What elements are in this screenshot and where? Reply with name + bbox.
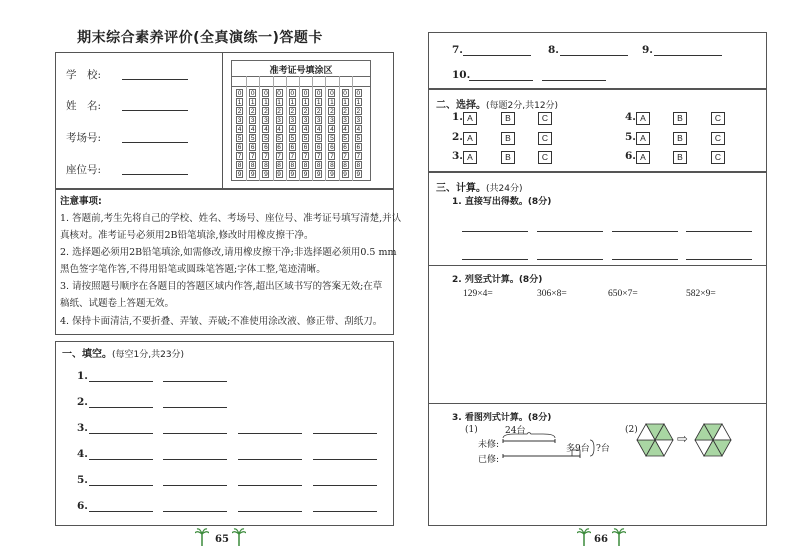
fill-blank[interactable]	[238, 459, 302, 460]
exam-digit-bubble[interactable]: 4	[316, 126, 321, 133]
exam-digit-bubble[interactable]: 5	[303, 135, 308, 142]
exam-digit-bubble[interactable]: 4	[303, 126, 308, 133]
fill-blank[interactable]	[163, 485, 227, 486]
exam-digit-bubble[interactable]: 2	[264, 108, 268, 115]
page-number-right: 66	[594, 534, 608, 545]
fill-blank[interactable]	[238, 433, 302, 434]
exam-digit-bubble[interactable]: 7	[264, 153, 268, 160]
exam-digit-bubble[interactable]: 1	[343, 99, 347, 106]
answer-blank[interactable]	[537, 231, 603, 232]
fill-blank[interactable]	[654, 55, 722, 56]
page-number-left: 65	[215, 534, 229, 545]
fill-question-number: 3.	[77, 422, 88, 434]
exam-digit-bubble[interactable]: 2	[330, 108, 334, 115]
answer-blank[interactable]	[686, 259, 752, 260]
palm-tree-icon	[232, 528, 246, 546]
fill-blank[interactable]	[163, 381, 227, 382]
fill-blank[interactable]	[542, 80, 606, 81]
name-label: 姓 名:	[66, 100, 102, 112]
exam-digit-bubble[interactable]: 0	[303, 90, 308, 97]
fill-question-number: 2.	[77, 396, 88, 408]
exam-digit-bubble[interactable]: 8	[303, 162, 308, 169]
exam-digit-bubble[interactable]: 3	[330, 117, 334, 124]
fill-blank[interactable]	[313, 459, 377, 460]
exam-digit-bubble[interactable]: 0	[290, 90, 295, 97]
fill-blank[interactable]	[163, 433, 227, 434]
exam-digit-bubble[interactable]: 0	[277, 90, 281, 97]
section1-heading	[62, 345, 184, 360]
exam-grid-title: 准考证号填涂区	[269, 66, 333, 76]
choice-option-c[interactable]: C	[711, 112, 725, 125]
fill-question-number: 7.	[452, 44, 463, 56]
exam-digit-bubble[interactable]: 9	[316, 171, 321, 178]
exam-digit-bubble[interactable]: 9	[343, 171, 347, 178]
exam-digit-bubble[interactable]: 9	[330, 171, 334, 178]
exam-digit-bubble[interactable]: 6	[330, 144, 334, 151]
exam-digit-bubble[interactable]: 9	[290, 171, 295, 178]
choice-option-a[interactable]: A	[463, 132, 477, 145]
palm-tree-icon	[612, 528, 626, 546]
choice-option-a[interactable]: A	[636, 112, 650, 125]
exam-digit-bubble[interactable]: 5	[277, 135, 281, 142]
choice-question-number: 4.	[625, 111, 636, 123]
exam-digit-bubble[interactable]: 8	[264, 162, 268, 169]
exam-digit-bubble[interactable]: 1	[316, 99, 321, 106]
choice-option-a[interactable]: A	[636, 132, 650, 145]
choice-question-number: 3.	[452, 150, 463, 162]
exam-digit-bubble[interactable]: 4	[277, 126, 281, 133]
exam-digit-bubble[interactable]: 4	[356, 126, 361, 133]
fill-question-number: 6.	[77, 500, 88, 512]
choice-option-b[interactable]: B	[501, 151, 515, 164]
fill-blank[interactable]	[238, 511, 302, 512]
exam-digit-bubble[interactable]: 6	[316, 144, 321, 151]
exam-digit-bubble[interactable]: 5	[237, 135, 242, 142]
exam-digit-bubble[interactable]: 0	[356, 90, 361, 97]
exam-digit-bubble[interactable]: 4	[250, 126, 255, 133]
exam-grid-column-divider	[273, 76, 274, 181]
exam-digit-bubble[interactable]: 1	[237, 99, 242, 106]
info-divider	[222, 52, 223, 189]
exam-digit-bubble[interactable]: 3	[356, 117, 361, 124]
exam-digit-bubble[interactable]: 1	[250, 99, 255, 106]
exam-digit-bubble[interactable]: 5	[343, 135, 347, 142]
fill-blank[interactable]	[89, 511, 153, 512]
exam-digit-bubble[interactable]: 4	[237, 126, 242, 133]
exam-digit-bubble[interactable]: 2	[303, 108, 308, 115]
fill-blank[interactable]	[89, 485, 153, 486]
choice-question-number: 2.	[452, 131, 463, 143]
exam-digit-bubble[interactable]: 7	[290, 153, 295, 160]
exam-digit-bubble[interactable]: 2	[343, 108, 347, 115]
exam-digit-bubble[interactable]: 2	[356, 108, 361, 115]
choice-option-c[interactable]: C	[711, 151, 725, 164]
exam-digit-bubble[interactable]: 5	[316, 135, 321, 142]
exam-digit-bubble[interactable]: 4	[264, 126, 268, 133]
exam-digit-bubble[interactable]: 7	[316, 153, 321, 160]
exam-digit-bubble[interactable]: 9	[250, 171, 255, 178]
section2-heading	[436, 96, 558, 111]
choice-option-c[interactable]: C	[711, 132, 725, 145]
fill-question-number: 9.	[642, 44, 653, 56]
fill-blank[interactable]	[163, 407, 227, 408]
seat-field[interactable]	[122, 174, 188, 175]
exam-digit-bubble[interactable]: 6	[343, 144, 347, 151]
school-label: 学 校:	[66, 69, 102, 81]
exam-digit-bubble[interactable]: 7	[356, 153, 361, 160]
choice-question-number: 1.	[452, 111, 463, 123]
notes-line: 1. 答题前,考生先将自己的学校、姓名、考场号、座位号、准考证号填写清楚,并认	[60, 213, 402, 224]
answer-blank[interactable]	[462, 231, 528, 232]
exam-digit-bubble[interactable]: 6	[277, 144, 281, 151]
exam-digit-bubble[interactable]: 8	[290, 162, 295, 169]
choice-option-c[interactable]: C	[538, 112, 552, 125]
exam-digit-bubble[interactable]: 1	[330, 99, 334, 106]
exam-room-label: 考场号:	[66, 132, 102, 144]
arrow-right-icon: ⇨	[677, 432, 688, 447]
notes-line: 黑色签字笔作答,不得用铅笔或圆珠笔答题;字体工整,笔迹清晰。	[60, 264, 326, 275]
exam-digit-bubble[interactable]: 5	[290, 135, 295, 142]
palm-tree-icon	[195, 528, 209, 546]
exam-digit-bubble[interactable]: 8	[250, 162, 255, 169]
exam-digit-bubble[interactable]: 3	[277, 117, 281, 124]
palm-tree-icon	[577, 528, 591, 546]
exam-digit-bubble[interactable]: 9	[303, 171, 308, 178]
fill-blank[interactable]	[163, 511, 227, 512]
exam-digit-bubble[interactable]: 2	[277, 108, 281, 115]
fill-blank[interactable]	[89, 433, 153, 434]
section3-divider	[428, 265, 767, 266]
exam-grid-column-divider	[339, 76, 340, 181]
exam-grid-column-divider	[246, 76, 247, 181]
hexagon-shaded-icon	[636, 423, 674, 457]
section1-score: (每空1分,共23分)	[112, 350, 185, 360]
figure1-label: (1)	[465, 425, 478, 435]
exam-digit-bubble[interactable]: 4	[290, 126, 295, 133]
exam-digit-bubble[interactable]: 7	[303, 153, 308, 160]
choice-option-b[interactable]: B	[673, 112, 687, 125]
fill-blank[interactable]	[89, 459, 153, 460]
exam-grid-write-line	[231, 86, 371, 87]
choice-option-b[interactable]: B	[501, 132, 515, 145]
exam-digit-bubble[interactable]: 5	[250, 135, 255, 142]
exam-digit-bubble[interactable]: 0	[343, 90, 347, 97]
exam-digit-bubble[interactable]: 2	[316, 108, 321, 115]
exam-grid-column-divider	[259, 76, 260, 181]
exam-digit-bubble[interactable]: 0	[330, 90, 334, 97]
exam-digit-bubble[interactable]: 3	[290, 117, 295, 124]
exam-digit-bubble[interactable]: 7	[237, 153, 242, 160]
fill-blank[interactable]	[313, 511, 377, 512]
fill-blank[interactable]	[313, 433, 377, 434]
exam-digit-bubble[interactable]: 6	[264, 144, 268, 151]
notes-line: 2. 选择题必须用2B铅笔填涂,如需修改,请用橡皮擦干净;非选择题必须用0.5 mm	[60, 247, 397, 258]
choice-option-a[interactable]: A	[463, 112, 477, 125]
exam-digit-bubble[interactable]: 1	[356, 99, 361, 106]
exam-digit-bubble[interactable]: 0	[264, 90, 268, 97]
exam-digit-bubble[interactable]: 3	[237, 117, 242, 124]
fill-blank[interactable]	[560, 55, 628, 56]
seat-label: 座位号:	[66, 164, 102, 176]
exam-digit-bubble[interactable]: 0	[237, 90, 242, 97]
exam-digit-bubble[interactable]: 0	[250, 90, 255, 97]
exam-grid-column-divider	[286, 76, 287, 181]
fill-question-number: 4.	[77, 448, 88, 460]
exam-digit-bubble[interactable]: 1	[277, 99, 281, 106]
exam-digit-bubble[interactable]: 5	[330, 135, 334, 142]
figure1-top-label: 24台	[505, 426, 526, 436]
exam-digit-bubble[interactable]: 2	[237, 108, 242, 115]
exam-digit-bubble[interactable]: 9	[356, 171, 361, 178]
exam-grid-column-divider	[312, 76, 313, 181]
figure2-label: (2)	[625, 425, 638, 435]
section1-title: 一、填空。	[62, 349, 112, 360]
exam-digit-bubble[interactable]: 6	[290, 144, 295, 151]
notes-heading: 注意事项:	[60, 196, 102, 207]
exam-grid-header-line	[231, 76, 371, 77]
section2-score: (每题2分,共12分)	[486, 101, 559, 111]
exam-digit-bubble[interactable]: 3	[250, 117, 255, 124]
exam-digit-bubble[interactable]: 6	[303, 144, 308, 151]
exam-digit-bubble[interactable]: 4	[343, 126, 347, 133]
answer-blank[interactable]	[462, 259, 528, 260]
exam-digit-bubble[interactable]: 9	[277, 171, 281, 178]
name-field[interactable]	[122, 110, 188, 111]
fill-question-number: 8.	[548, 44, 559, 56]
exam-digit-bubble[interactable]: 9	[264, 171, 268, 178]
answer-blank[interactable]	[612, 231, 678, 232]
exam-digit-bubble[interactable]: 2	[250, 108, 255, 115]
exam-digit-bubble[interactable]: 7	[277, 153, 281, 160]
choice-option-b[interactable]: B	[673, 151, 687, 164]
figure1-more-label: 多9台	[566, 444, 590, 454]
fill-question-number: 1.	[77, 370, 88, 382]
exam-digit-bubble[interactable]: 6	[250, 144, 255, 151]
section3-divider	[428, 403, 767, 404]
exam-digit-bubble[interactable]: 9	[237, 171, 242, 178]
calc-q2-label: 2. 列竖式计算。(8分)	[452, 275, 543, 285]
notes-line: 真核对。准考证号必须用2B铅笔填涂,修改时用橡皮擦干净。	[60, 230, 314, 241]
exam-digit-bubble[interactable]: 1	[290, 99, 295, 106]
exam-grid-column-divider	[352, 76, 353, 181]
hexagon-shaded-icon	[694, 423, 732, 457]
fill-blank[interactable]	[469, 80, 533, 81]
section2-title: 二、选择。	[436, 100, 486, 111]
section3-box	[428, 172, 767, 526]
choice-question-number: 6.	[625, 150, 636, 162]
fill-blank[interactable]	[163, 459, 227, 460]
figure1-unrepaired-label: 未修:	[478, 440, 500, 450]
exam-digit-bubble[interactable]: 8	[356, 162, 361, 169]
vertical-calc-item: 650×7=	[608, 289, 638, 299]
exam-digit-bubble[interactable]: 8	[343, 162, 347, 169]
choice-option-a[interactable]: A	[636, 151, 650, 164]
fill-question-number: 5.	[77, 474, 88, 486]
exam-digit-bubble[interactable]: 5	[264, 135, 268, 142]
choice-option-c[interactable]: C	[538, 151, 552, 164]
exam-digit-bubble[interactable]: 1	[303, 99, 308, 106]
calc-q1-label: 1. 直接写出得数。(8分)	[452, 197, 552, 207]
exam-digit-bubble[interactable]: 8	[330, 162, 334, 169]
exam-digit-bubble[interactable]: 6	[356, 144, 361, 151]
exam-grid-column-divider	[299, 76, 300, 181]
vertical-calc-item: 582×9=	[686, 289, 716, 299]
fill-blank[interactable]	[89, 381, 153, 382]
answer-blank[interactable]	[686, 231, 752, 232]
section3-title: 三、计算。	[436, 183, 486, 194]
fill-blank[interactable]	[89, 407, 153, 408]
exam-digit-bubble[interactable]: 7	[343, 153, 347, 160]
exam-digit-bubble[interactable]: 8	[237, 162, 242, 169]
exam-digit-bubble[interactable]: 7	[250, 153, 255, 160]
exam-digit-bubble[interactable]: 3	[316, 117, 321, 124]
fill-question-number: 10.	[452, 69, 471, 81]
exam-digit-bubble[interactable]: 2	[290, 108, 295, 115]
exam-digit-bubble[interactable]: 8	[277, 162, 281, 169]
choice-option-a[interactable]: A	[463, 151, 477, 164]
exam-room-field[interactable]	[122, 142, 188, 143]
exam-digit-bubble[interactable]: 3	[303, 117, 308, 124]
exam-digit-bubble[interactable]: 4	[330, 126, 334, 133]
choice-option-c[interactable]: C	[538, 132, 552, 145]
vertical-calc-item: 129×4=	[463, 289, 493, 299]
answer-blank[interactable]	[612, 259, 678, 260]
fill-blank[interactable]	[313, 485, 377, 486]
calc-q3-label: 3. 看图列式计算。(8分)	[452, 413, 552, 423]
exam-digit-bubble[interactable]: 7	[330, 153, 334, 160]
figure1-line-diagram	[500, 430, 600, 466]
vertical-calc-item: 306×8=	[537, 289, 567, 299]
notes-line: 稿纸、试题卷上答题无效。	[60, 298, 175, 309]
fill-blank[interactable]	[463, 55, 531, 56]
notes-line: 4. 保持卡面清洁,不要折叠、弄皱、弄破;不准使用涂改液、修正带、刮纸刀。	[60, 316, 383, 327]
exam-digit-bubble[interactable]: 8	[316, 162, 321, 169]
figure1-repaired-label: 已修:	[478, 455, 500, 465]
choice-question-number: 5.	[625, 131, 636, 143]
choice-option-b[interactable]: B	[501, 112, 515, 125]
fill-blank[interactable]	[238, 485, 302, 486]
exam-grid-column-divider	[325, 76, 326, 181]
exam-digit-bubble[interactable]: 6	[237, 144, 242, 151]
answer-blank[interactable]	[537, 259, 603, 260]
page-title: 期末综合素养评价(全真演练一)答题卡	[77, 30, 323, 46]
exam-digit-bubble[interactable]: 3	[343, 117, 347, 124]
figure1-question-label: ?台	[596, 444, 610, 454]
section3-heading	[436, 179, 522, 194]
exam-digit-bubble[interactable]: 1	[264, 99, 268, 106]
exam-digit-bubble[interactable]: 0	[316, 90, 321, 97]
exam-digit-bubble[interactable]: 5	[356, 135, 361, 142]
school-field[interactable]	[122, 79, 188, 80]
notes-line: 3. 请按照题号顺序在各题目的答题区域内作答,超出区域书写的答案无效;在草	[60, 281, 383, 292]
section3-score: (共24分)	[486, 184, 523, 194]
exam-digit-bubble[interactable]: 3	[264, 117, 268, 124]
choice-option-b[interactable]: B	[673, 132, 687, 145]
